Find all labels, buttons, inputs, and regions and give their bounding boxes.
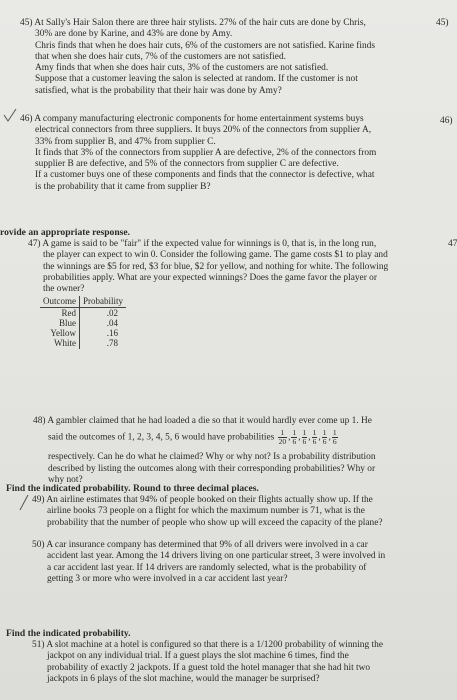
problem-text-line: A car insurance company has determined that 9% of all drivers were involved in a car bbox=[46, 540, 368, 550]
problem-48: 48) A gambler claimed that he had loaded a die so that it would hardly ever come up 1. He said the outcomes of 1, 2, 3, 4, 5, 6 would have probabilities $\frac{1}{20}$ , $\frac{1}{6}$ , $\frac{1}{6}$ , $\frac{1}{6}$ , $\frac{1}{6}$ , $\frac{1}{6}$ respectively. Can he do what he claimed? Why or why not? Is a probability distribution described by listing the outcomes along with their corresponding probabilities? Why or why not? bbox=[33, 416, 376, 485]
problem-text-line: An airline estimates that 94% of people booked on their flights actually show up. If the bbox=[46, 495, 373, 505]
column-header-probability: Probability bbox=[80, 296, 127, 307]
problem-number: 45) bbox=[20, 18, 33, 28]
problem-number: 49) bbox=[32, 495, 45, 505]
problem-text-line: the winnings are $5 for red, $3 for blue, $2 for yellow, and nothing for white. The following bbox=[43, 261, 389, 272]
problem-text-line: jackpots in 6 plays of the slot machine, would the manager be surprised? bbox=[47, 673, 320, 684]
problem-text-line: A company manufacturing electronic components for home entertainment systems buys bbox=[34, 114, 364, 124]
problem-text-line: getting 3 or more who were involved in a car accident last year? bbox=[47, 573, 288, 584]
problem-text-line: is the probability that it came from supplier B? bbox=[35, 181, 211, 192]
column-header-outcome: Outcome bbox=[40, 296, 80, 307]
problem-text-line: A gambler claimed that he had loaded a die so that it would hardly ever come up 1. He bbox=[47, 416, 372, 426]
problem-46 bbox=[20, 114, 430, 193]
problem-text-line: Suppose that a customer leaving the salon is selected at random. If the customer is not bbox=[35, 74, 358, 85]
problem-text-line: electrical connectors from three suppliers. It buys 20% of the connectors from supplier A, bbox=[35, 125, 372, 136]
answer-number-46: 46) bbox=[440, 116, 453, 126]
problem-number: 47) bbox=[28, 239, 41, 249]
problem-text-line: probabilities apply. What are your expected winnings? Does the game favor the player or bbox=[43, 272, 377, 283]
problem-text-line: why not? bbox=[48, 474, 83, 485]
problem-51 bbox=[32, 640, 457, 685]
problem-text-line: supplier B are defective, and 5% of the connectors from supplier C are defective. bbox=[35, 159, 339, 170]
fraction: $\frac{1}{20}$ bbox=[278, 428, 287, 447]
table-row bbox=[40, 307, 126, 318]
problem-number: 51) bbox=[32, 640, 45, 650]
section-heading: Find the indicated probability. Round to three decimal places. bbox=[6, 483, 259, 494]
table-row bbox=[40, 338, 126, 348]
problem-text-line: that when she does hair cuts, 7% of the customers are not satisfied. bbox=[35, 51, 286, 62]
check-mark-icon bbox=[2, 107, 20, 125]
problem-text-line: respectively. Can he do what he claimed? Why or why not? Is a probability distribution bbox=[48, 452, 376, 463]
problem-text-line: jackpot on any individual trial. If a guest plays the slot machine 6 times, find the bbox=[47, 651, 349, 662]
problem-text-line: probability that the number of people who show up will exceed the capacity of the plane? bbox=[47, 517, 383, 528]
problem-text-line: 33% from supplier B, and 47% from supplier C. bbox=[35, 136, 216, 147]
problem-text-line: airline books 73 people on a flight for which the maximum number is 71, what is the bbox=[47, 506, 365, 517]
problem-text-line: said the outcomes of 1, 2, 3, 4, 5, 6 would have probabilities bbox=[48, 432, 275, 443]
outcome-cell: Red bbox=[40, 307, 80, 318]
outcome-cell: White bbox=[40, 338, 80, 348]
fraction: $\frac{1}{6}$ bbox=[322, 428, 327, 447]
fraction: $\frac{1}{6}$ bbox=[312, 428, 317, 447]
problem-text-line: satisfied, what is the probability that their hair was done by Amy? bbox=[35, 85, 282, 96]
problem-text-line: the player can expect to win 0. Consider the following game. The game costs $1 to play and bbox=[43, 250, 388, 261]
problem-47 bbox=[28, 239, 438, 349]
problem-text-line: If a customer buys one of these components and finds that the connector is defective, what bbox=[35, 170, 375, 181]
probability-cell: .78 bbox=[106, 338, 118, 349]
outcome-cell: Yellow bbox=[40, 328, 80, 338]
problem-45 bbox=[20, 18, 420, 97]
probability-cell: .02 bbox=[106, 307, 118, 318]
problem-text-line: Chris finds that when he does hair cuts, 6% of the customers are not satisfied. Karine finds bbox=[35, 40, 376, 51]
section-heading: Find the indicated probability. bbox=[6, 628, 131, 639]
table-row bbox=[40, 328, 126, 338]
answer-number-47: 47 bbox=[448, 239, 457, 249]
probability-cell: .04 bbox=[106, 317, 118, 328]
problem-49 bbox=[32, 495, 452, 529]
problem-50 bbox=[32, 540, 457, 585]
fraction: $\frac{1}{6}$ bbox=[292, 428, 297, 447]
problem-text-line: accident last year. Among the 14 drivers living on one particular street, 3 were involved in bbox=[47, 551, 386, 562]
table-row bbox=[40, 318, 126, 328]
problem-text-line: At Sally's Hair Salon there are three hair stylists. 27% of the hair cuts are done by Chris, bbox=[34, 18, 366, 28]
fraction: $\frac{1}{6}$ bbox=[332, 428, 337, 447]
problem-text-line: the owner? bbox=[43, 284, 85, 295]
problem-text-line: described by listing the outcomes along with their corresponding probabilities? Why or bbox=[48, 463, 376, 474]
table-header-row bbox=[40, 296, 126, 307]
probability-cell: .16 bbox=[106, 328, 118, 339]
problem-text-line: It finds that 3% of the connectors from supplier A are defective, 2% of the connectors from bbox=[35, 147, 377, 158]
problem-text-line: Amy finds that when she does hair cuts, 3% of the customers are not satisfied. bbox=[35, 63, 329, 74]
problem-text-line: A game is said to be "fair" if the expected value for winnings is 0, that is, in the long run, bbox=[42, 239, 377, 249]
outcome-probability-table bbox=[40, 296, 126, 348]
problem-text-line: A slot machine at a hotel is configured so that there is a 1/1200 probability of winning the bbox=[46, 640, 383, 650]
outcome-cell: Blue bbox=[40, 318, 80, 328]
problem-text-line: a car accident last year. If 14 drivers are randomly selected, what is the probability of bbox=[47, 562, 367, 573]
slash-mark-icon bbox=[18, 494, 30, 512]
section-heading: rovide an appropriate response. bbox=[0, 227, 131, 238]
problem-number: 50) bbox=[32, 540, 45, 550]
problem-text-line: probability of exactly 2 jackpots. If a guest told the hotel manager that she had hit two bbox=[47, 662, 371, 673]
fraction: $\frac{1}{6}$ bbox=[302, 428, 307, 447]
problem-text-line: 30% are done by Karine, and 43% are done by Amy. bbox=[35, 29, 233, 40]
problem-number: 48) bbox=[33, 416, 46, 426]
answer-number-45: 45) bbox=[436, 18, 449, 28]
problem-number: 46) bbox=[20, 114, 33, 124]
